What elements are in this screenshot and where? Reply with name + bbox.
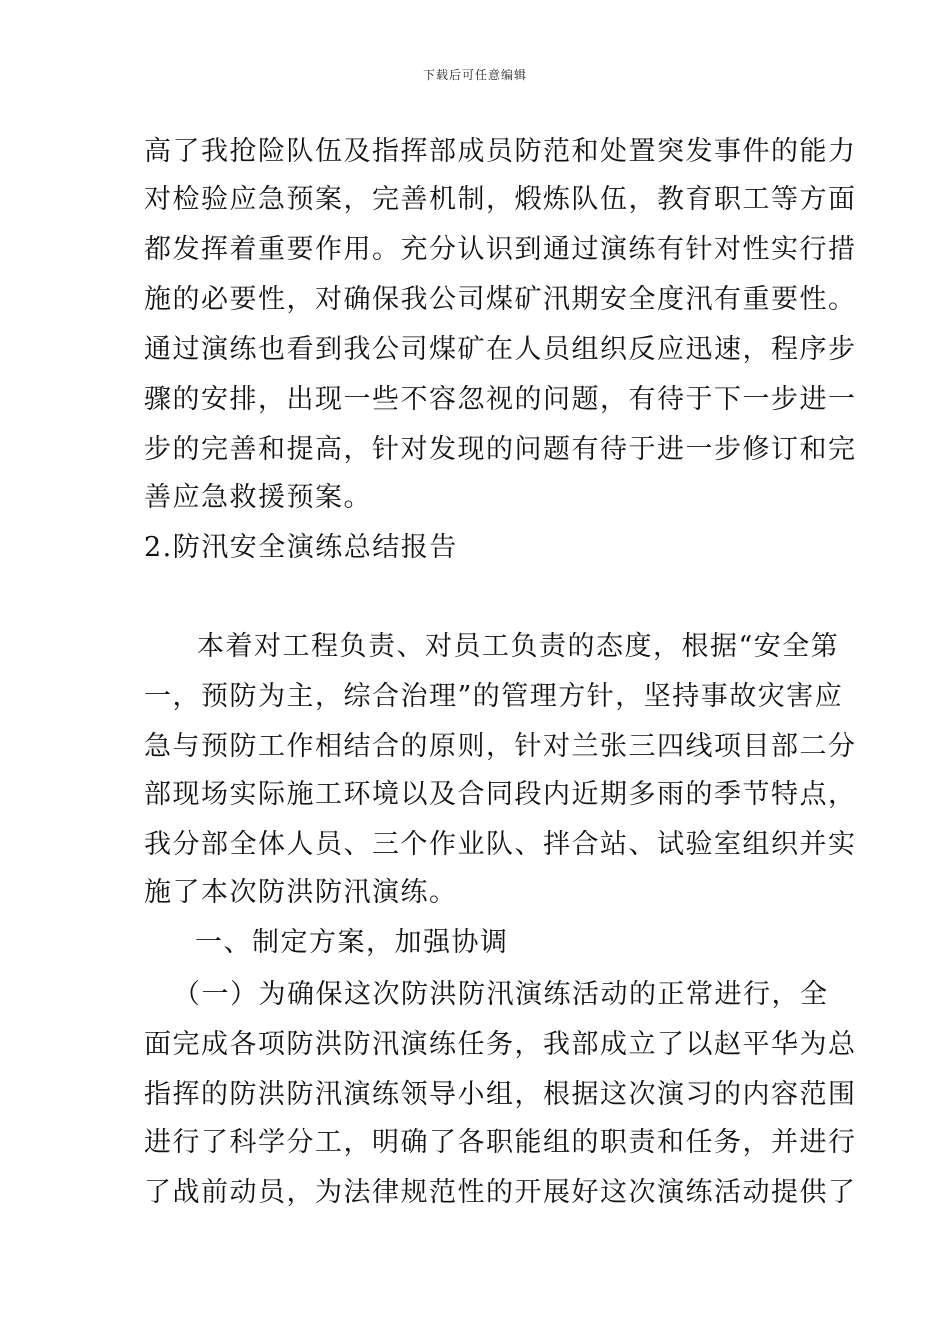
body-line: 进行了科学分工，明确了各职能组的职责和任务，并进行 bbox=[144, 1127, 857, 1158]
section-heading: 2.防汛安全演练总结报告 bbox=[144, 532, 458, 563]
body-line: 一，预防为主，综合治理”的管理方针，坚持事故灾害应 bbox=[144, 681, 844, 712]
body-line: 通过演练也看到我公司煤矿在人员组织反应迅速，程序步 bbox=[144, 334, 857, 365]
body-line: 施了本次防洪防汛演练。 bbox=[144, 877, 458, 908]
body-line: 指挥的防洪防汛演练领导小组，根据这次演习的内容范围 bbox=[144, 1079, 857, 1110]
body-line: 施的必要性，对确保我公司煤矿汛期安全度汛有重要性。 bbox=[144, 284, 857, 315]
body-line: 高了我抢险队伍及指挥部成员防范和处置突发事件的能力 bbox=[144, 136, 857, 167]
body-line: （一）为确保这次防洪防汛演练活动的正常进行，全 bbox=[173, 979, 829, 1010]
body-line: 我分部全体人员、三个作业队、拌合站、试验室组织并实 bbox=[144, 829, 857, 860]
body-line: 步的完善和提高，针对发现的问题有待于进一步修订和完 bbox=[144, 434, 857, 465]
body-line: 本着对工程负责、对员工负责的态度，根据“安全第 bbox=[197, 631, 840, 662]
body-line: 善应急救援预案。 bbox=[144, 482, 372, 513]
body-line: 急与预防工作相结合的原则，针对兰张三四线项目部二分 bbox=[144, 731, 857, 762]
body-line: 对检验应急预案，完善机制，煅炼队伍，教育职工等方面 bbox=[144, 184, 857, 215]
page-header-note: 下载后可任意编辑 bbox=[422, 68, 527, 82]
body-line: 都发挥着重要作用。充分认识到通过演练有针对性实行措 bbox=[144, 234, 857, 265]
body-line: 面完成各项防洪防汛演练任务，我部成立了以赵平华为总 bbox=[144, 1029, 857, 1060]
body-line: 部现场实际施工环境以及合同段内近期多雨的季节特点， bbox=[144, 779, 857, 810]
subsection-heading: 一、制定方案，加强协调 bbox=[195, 927, 509, 958]
body-line: 了战前动员，为法律规范性的开展好这次演练活动提供了 bbox=[144, 1177, 857, 1208]
body-line: 骤的安排，出现一些不容忽视的问题，有待于下一步进一 bbox=[144, 384, 857, 415]
